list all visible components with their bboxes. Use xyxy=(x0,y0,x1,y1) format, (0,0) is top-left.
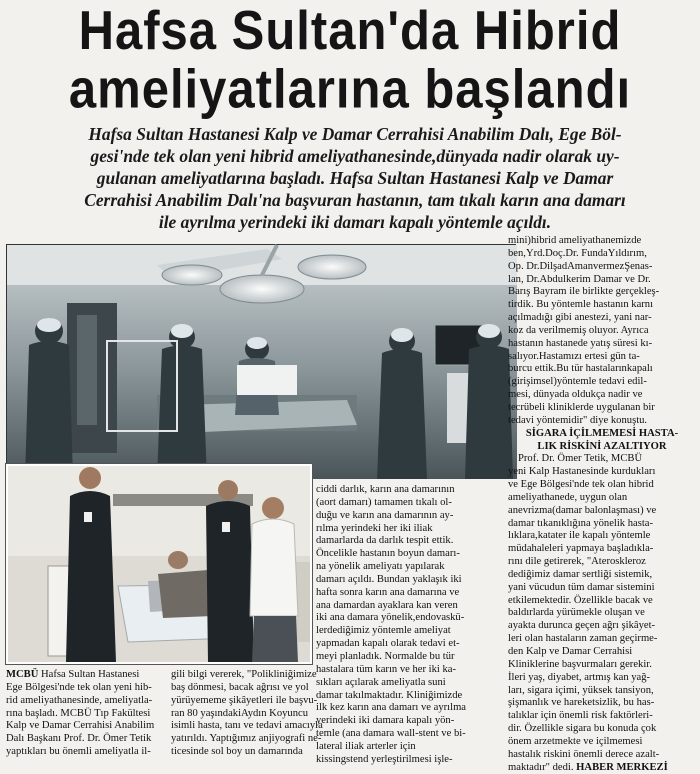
headline-line-2: ameliyatlarına başlandı xyxy=(68,59,632,120)
text-line: Op. Dr.DilşadAmanvermezŞenas- xyxy=(508,260,653,272)
text-line: Kliniklerine başvurmaları gerekir. xyxy=(508,658,652,670)
text-line: mini)hibrid ameliyathanemizde xyxy=(508,235,642,246)
text-line: damarlarda da darlık tespit ettik. xyxy=(316,535,454,547)
text-line: dir. Özellikle sigara bu konuda çok xyxy=(508,723,657,735)
text-line: ticesinde sol boy un damarında xyxy=(171,746,303,758)
text-line: yatırıldı. Yaptığımız anjiyografi ne- xyxy=(171,733,322,745)
text-line: rını dile getirerek, "Ateroskleroz xyxy=(508,556,646,568)
text-line: yerindeki iki damara kapalı yön- xyxy=(316,715,455,727)
headline xyxy=(0,2,700,118)
text-line: tirdik. Bu yöntemle hastanın karnı xyxy=(508,299,654,311)
text-line: etkilemektedir. Özellikle bacak ve xyxy=(508,594,653,606)
text-line: önem arzetmekte ve içilmemesi xyxy=(508,735,643,747)
text-line: (aort damarı) tamamen tıkalı ol- xyxy=(316,496,452,508)
column-middle xyxy=(316,484,504,767)
text-line: rılma yerindeki her iki iliak xyxy=(316,522,433,534)
text-line: leri olan hastaların zaman geçirme- xyxy=(508,633,658,645)
text-line: baldırlarda yürümekle oluşan ve xyxy=(508,607,645,619)
text-line xyxy=(508,762,696,774)
text-line: Dalı Başkanı Prof. Dr. Ömer Tetik xyxy=(6,733,152,745)
text-line: İleri yaş, diyabet, artmış kan yağ- xyxy=(508,671,651,683)
text-line: şişmanlık ve hareketsizlik, bu has- xyxy=(508,697,655,709)
text-line: lan, Dr.Abdulkerim Damar ve Dr. xyxy=(508,273,651,285)
lead-line: Cerrahisi Anabilim Dalı'na başvuran hastanın, tam tıkalı karın ana damarı xyxy=(84,190,626,210)
text-line: ilk kez karın ana damarı ve ayrılma xyxy=(316,702,467,714)
lead-line: gulanan ameliyatlarına başladı. Hafsa Sultan Hastanesi Kalp ve Damar xyxy=(96,168,614,188)
text-line: talıklar için önemli risk faktörleri- xyxy=(508,710,653,722)
text-line: damarı açıldı. Bundan yaklaşık iki xyxy=(316,573,462,585)
text-line-rest: Hafsa Sultan Hastanesi xyxy=(38,669,140,680)
text-line: isimli hasta, tanı ve tedavi amacıyla xyxy=(171,720,323,732)
text-line: Barış Bayram ile birlikte gerçekleş- xyxy=(508,286,660,298)
text-line: baş dönmesi, bacak ağrısı ve yol xyxy=(171,681,309,693)
byline: HABER MERKEZİ xyxy=(576,761,668,773)
text-line: ameliyathanede, uygun olan anevrizma(damar balonlaşması) ve xyxy=(508,491,657,516)
text-line: kissingstend yerleştirilmesi işle- xyxy=(316,753,453,765)
text-line: lıklara,katater ile kapalı yöntemle xyxy=(508,530,651,542)
text-line: na yönelik ameliyatı yapılarak xyxy=(316,561,445,573)
text-line: meyi planladık. Normalde bu tür xyxy=(316,650,455,662)
text-line: burcu ettik.Bu tür hastalarınkapalı xyxy=(508,363,653,375)
text-line: yaptıkları bu önemli ameliyatla il- xyxy=(6,746,151,758)
text-line: yürüyememe şikâyetleri ile başvu- xyxy=(171,694,318,706)
operating-room-photo xyxy=(6,244,516,478)
text-line: ları, sigara içimi, yüksek tansiyon, xyxy=(508,684,654,696)
text-line: gili bilgi vererek, "Polikliniğimize xyxy=(171,669,317,680)
text-line: (girişimsel)yöntemle tedavi edil- xyxy=(508,376,647,388)
text-line: mesi, dünyada oldukça nadir ve xyxy=(508,389,643,401)
text-line: Prof. Dr. Ömer Tetik, MCBÜ xyxy=(518,453,643,465)
text-line-end: maktadır" dedi. xyxy=(508,761,574,773)
text-line: ran 80 yaşındakiAydın Koyuncu xyxy=(171,707,309,719)
text-line: sıkları açılarak ameliyatla suni xyxy=(316,676,446,688)
text-line: hastalara tüm karın ve her iki ka- xyxy=(316,663,457,675)
text-line: hastanın hastanede yatış süresi kı- xyxy=(508,337,653,349)
text-line: rid ameliyathanesinde, ameliyatla- xyxy=(6,694,153,706)
text-line: damar tıkanıklığına yönelik hasta- xyxy=(508,517,654,529)
lead-line: gesi'nde tek olan yeni hibrid ameliyathanesinde,dünyada nadir olarak uy- xyxy=(90,146,620,166)
text-line: ciddi darlık, karın ana damarının xyxy=(316,484,455,495)
lead-paragraph xyxy=(20,123,690,233)
text-line: ana damardan ayaklara kan veren xyxy=(316,599,458,611)
text-line: ben,Yrd.Doç.Dr. FundaYıldırım, xyxy=(508,247,647,259)
text-line: yeni Kalp Hastanesinde kurdukları xyxy=(508,466,656,478)
text-line: den Kalp ve Damar Cerrahisi xyxy=(508,646,633,657)
column-right xyxy=(508,235,696,774)
lead-word: MCBÜ xyxy=(6,669,39,680)
text-line: dediğimiz damar sertliği sistemik, xyxy=(508,568,653,580)
text-line: temle (ana damara wall-stent ve bi- xyxy=(316,728,466,740)
subheading: SİGARA İÇİLMEMESİ HASTA- xyxy=(525,427,679,439)
text-line: damar takılmaktadır. Kliniğimizde xyxy=(316,689,463,701)
text-line: müdahaleleri yapmaya başladıkla- xyxy=(508,543,654,555)
text-line xyxy=(6,669,166,682)
text-line: duğu ve karın ana damarının ay- xyxy=(316,509,454,521)
text-line: koz da verilmemiş oluyor. Ayrıca xyxy=(508,324,649,336)
text-line: rına başladı. MCBÜ Tıp Fakültesi xyxy=(6,707,151,719)
text-line: Öncelikle hastanın boyun damarı- xyxy=(316,548,460,560)
text-line: hafta sonra karın ana damarına ve xyxy=(316,586,460,598)
text-line: lateral iliak arterler için xyxy=(316,740,416,752)
text-line: yapmadan kapalı olarak tedavi et- xyxy=(316,638,460,650)
lead-line: ile ayrılma yerindeki iki damarı kapalı yöntemle açıldı. xyxy=(158,212,552,232)
text-line: açılmadığı gibi anestezi, yani nar- xyxy=(508,312,652,324)
text-line: Kalp ve Damar Cerrahisi Anabilim xyxy=(6,720,155,732)
headline-line-1: Hafsa Sultan'da Hibrid xyxy=(78,0,622,62)
text-line: tedavi yöntemidir" diye konuştu. xyxy=(508,414,648,426)
patient-room-photo xyxy=(6,464,312,664)
text-line: lerdediğimiz yöntemle ameliyat xyxy=(316,625,451,637)
lead-line: Hafsa Sultan Hastanesi Kalp ve Damar Cerrahisi Anabilim Dalı, Ege Böl- xyxy=(88,124,622,144)
column-bottom-middle xyxy=(171,669,323,759)
text-line: salıyor.Hastamızı ertesi gün ta- xyxy=(508,350,640,362)
subheading: LIK RİSKİNİ AZALTIYOR xyxy=(537,440,667,452)
text-line: iki ana damara yönelik,endovaskü- xyxy=(316,612,465,624)
column-bottom-left xyxy=(6,669,166,759)
text-line: yani vücudun tüm damar sistemini xyxy=(508,581,655,593)
text-line: tecrübeli kliniklerde uygulanan bir xyxy=(508,401,655,413)
text-line: hastalık riskini önemli derece azalt- xyxy=(508,748,660,760)
text-line: Ege Bölgesi'nde tek olan yeni hib- xyxy=(6,681,152,693)
text-line: ayakta durunca geçen ağrı şikâyet- xyxy=(508,620,656,632)
text-line: ve Ege Bölgesi'nde tek olan hibrid xyxy=(508,479,654,491)
